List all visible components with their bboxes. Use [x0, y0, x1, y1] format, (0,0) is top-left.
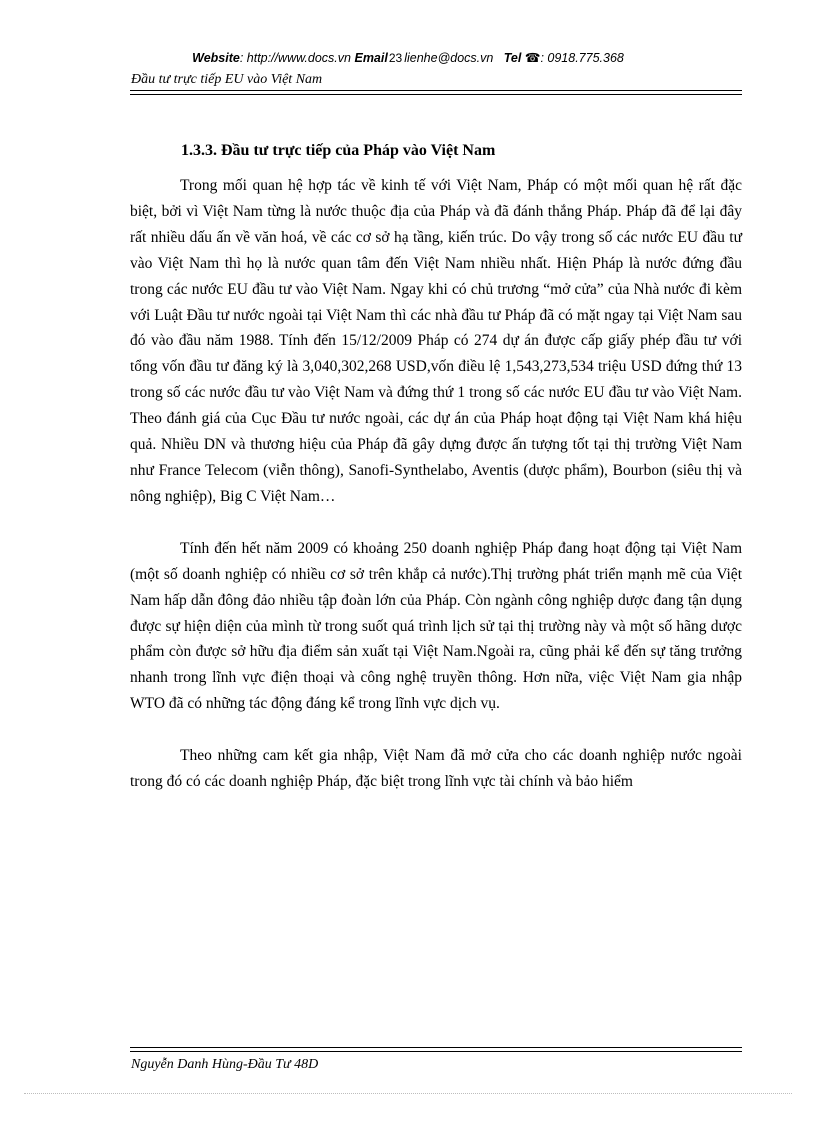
- footer-author: Nguyễn Danh Hùng-Đầu Tư 48D: [131, 1057, 319, 1072]
- site-info-bar: [0, 50, 816, 65]
- footer-divider: [130, 1047, 742, 1052]
- header-divider: [130, 90, 742, 95]
- paragraph-2: Tính đến hết năm 2009 có khoảng 250 doanh nghiệp Pháp đang hoạt động tại Việt Nam (một số doanh nghiệp có nhiều cơ sở trên khắp cả nước).Thị trường phát triển mạnh mẽ của Việt Nam hấp dẫn đông đảo nhiều tập đoàn lớn của Pháp. Còn ngành công nghiệp dược đang tận dụng được sự hiện diện của mình từ trong suốt quá trình lịch sử tại thị trường này và một số hãng dược phẩm còn được sở hữu địa điểm sản xuất tại Việt Nam.Ngoài ra, cũng phải kể đến sự tăng trưởng nhanh trong lĩnh vực điện thoại và công nghệ truyền thông. Hơn nữa, việc Việt Nam gia nhập WTO đã có những tác động đáng kể trong lĩnh vực dịch vụ.: [130, 539, 742, 713]
- page-number: 23: [388, 51, 403, 65]
- phone-icon: ☎: [524, 51, 541, 65]
- document-header-title: Đầu tư trực tiếp EU vào Việt Nam: [131, 72, 323, 87]
- page-bottom-border: [24, 1093, 792, 1094]
- body-text: [130, 173, 742, 795]
- email-link[interactable]: lienhe@docs.vn: [404, 51, 494, 65]
- email-label: Email: [354, 51, 388, 65]
- paragraph-3: Theo những cam kết gia nhập, Việt Nam đã mở cửa cho các doanh nghiệp nước ngoài trong đó có các doanh nghiệp Pháp, đặc biệt trong lĩnh vực tài chính và bảo hiểm: [130, 747, 742, 791]
- website-link[interactable]: : http://www.docs.vn: [239, 51, 351, 65]
- tel-value: : 0918.775.368: [540, 51, 624, 65]
- website-label: Website: [192, 51, 240, 65]
- paragraph-1: Trong mối quan hệ hợp tác về kinh tế với Việt Nam, Pháp có một mối quan hệ rất đặc biệt, bởi vì Việt Nam từng là nước thuộc địa của Pháp và đã đánh thắng Pháp. Pháp đã để lại đây rất nhiều dấu ấn về văn hoá, về các cơ sở hạ tầng, kiến trúc. Do vậy trong số các nước EU đầu tư vào Việt Nam thì họ là nước quan tâm đến Việt Nam nhiều nhất. Hiện Pháp là nước đứng đầu trong các nước EU đầu tư vào Việt Nam. Ngay khi có chủ trương “mở cửa” của Nhà nước đi kèm với Luật Đầu tư nước ngoài tại Việt Nam thì các nhà đầu tư Pháp đã có mặt ngay tại Việt Nam sau đó vào đầu năm 1988. Tính đến 15/12/2009 Pháp có 274 dự án được cấp giấy phép đầu tư với tổng vốn đầu tư đăng ký là 3,040,302,268 USD,vốn điều lệ 1,543,273,534 triệu USD đứng thứ 13 trong số các nước đầu tư vào Việt Nam và đứng thứ 1 trong số các nước EU đầu tư vào Việt Nam. Theo đánh giá của Cục Đầu tư nước ngoài, các dự án của Pháp hoạt động tại Việt Nam khá hiệu quả. Nhiều DN và thương hiệu của Pháp đã gây dựng được ấn tượng tốt tại thị trường Việt Nam như France Telecom (viễn thông), Sanofi-Synthelabo, Aventis (dược phẩm), Bourbon (siêu thị và nông nghiệp), Big C Việt Nam…: [130, 177, 742, 505]
- tel-label: Tel: [503, 51, 522, 65]
- section-heading: 1.3.3. Đầu tư trực tiếp của Pháp vào Việt Nam: [181, 142, 496, 159]
